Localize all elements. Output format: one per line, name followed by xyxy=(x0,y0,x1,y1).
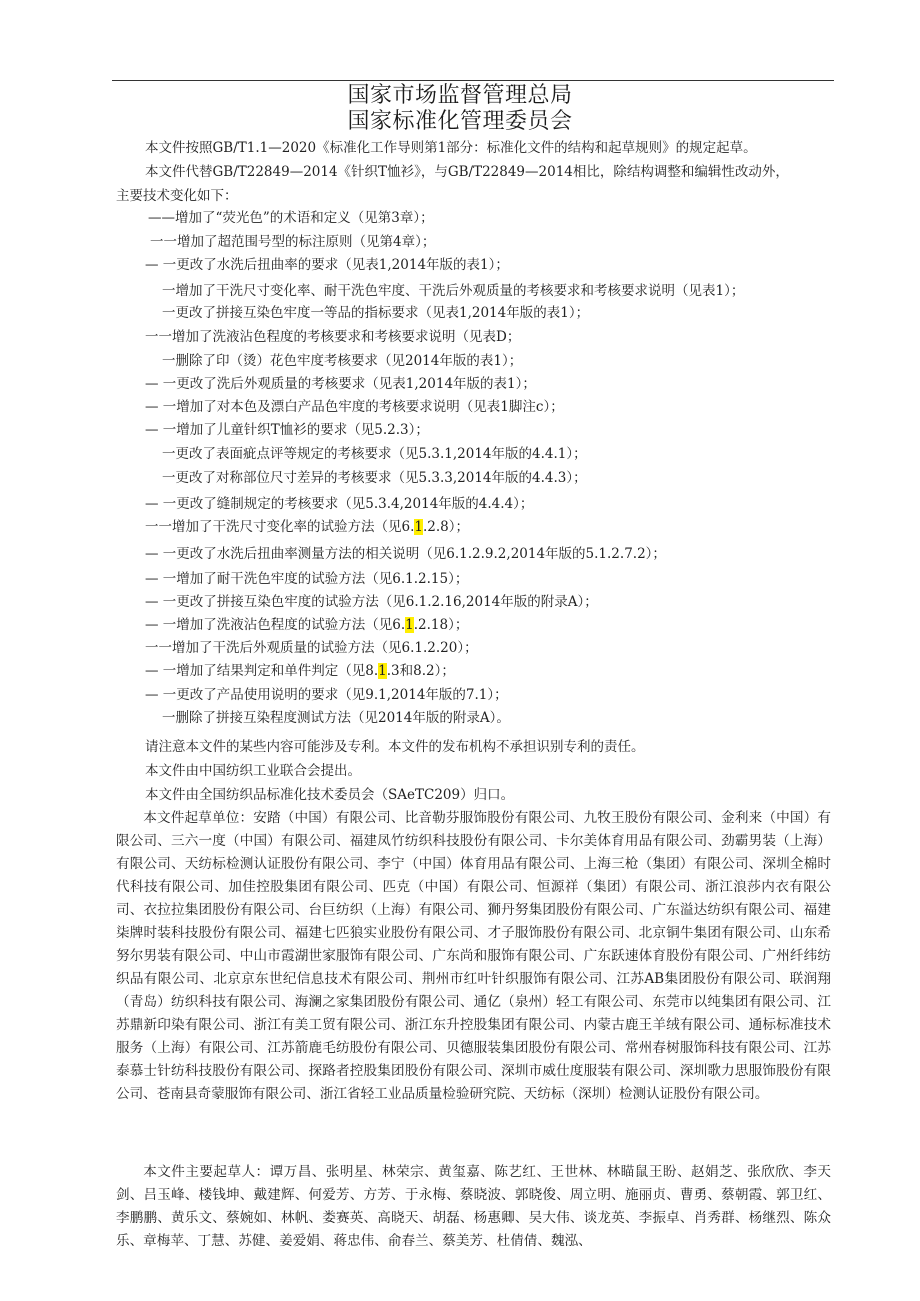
change-text: — 一增加了结果判定和单件判定（见8. xyxy=(145,663,379,679)
change-item: — 一更改了拼接互染色牢度的试验方法（见6.1.2.16,2014年版的附录A）； xyxy=(145,594,598,610)
change-item: 一一增加了干洗后外观质量的试验方法（见6.1.2.20）； xyxy=(145,640,478,656)
change-item xyxy=(145,616,468,634)
change-item xyxy=(145,518,469,536)
change-item: — 一更改了水洗后扭曲率的要求（见表1,2014年版的表1）； xyxy=(145,257,509,273)
intro-paragraph-1: 本文件按照GB/T1.1—2020《标准化工作导则第1部分：标准化文件的结构和起草规则》的规定起草。 xyxy=(145,140,757,156)
proposer-note: 本文件由中国纺织工业联合会提出。 xyxy=(145,763,361,779)
change-item: 一增加了干洗尺寸变化率、耐干洗色牢度、干洗后外观质量的考核要求和考核要求说明（见表1）； xyxy=(162,283,745,299)
change-item: 一删除了印（烫）花色牢度考核要求（见2014年版的表1）； xyxy=(162,353,523,369)
change-text: .2.8）； xyxy=(422,519,469,535)
issuer-title-line2: 国家标准化管理委员会 xyxy=(347,109,573,134)
change-item: 一更改了对称部位尺寸差异的考核要求（见5.3.3,2014年版的4.4.3）； xyxy=(162,470,587,486)
change-item: — 一增加了耐干洗色牢度的试验方法（见6.1.2.15）； xyxy=(145,571,469,587)
change-item: — 一更改了水洗后扭曲率测量方法的相关说明（见6.1.2.9.2,2014年版的5.1.2.7.2）； xyxy=(145,546,666,562)
change-item: ——增加了“荧光色”的术语和定义（见第3章）； xyxy=(148,210,434,226)
change-item: 一更改了表面疵点评等规定的考核要求（见5.3.1,2014年版的4.4.1）； xyxy=(162,446,587,462)
intro-paragraph-2-cont: 主要技术变化如下： xyxy=(116,188,238,204)
committee-note: 本文件由全国纺织品标准化技术委员会（SAeTC209）归口。 xyxy=(145,787,515,803)
highlight-mark: 1 xyxy=(414,519,423,535)
change-item: — 一更改了洗后外观质量的考核要求（见表1,2014年版的表1）； xyxy=(145,376,536,392)
change-item: — 一更改了缝制规定的考核要求（见5.3.4,2014年版的4.4.4）； xyxy=(145,496,534,512)
main-drafters: 本文件主要起草人：谭万昌、张明星、林荣宗、黄玺嘉、陈艺红、王世林、林瞄鼠王盼、赵娟芝、张欣欣、李天剑、吕玉峰、楼钱坤、戴建辉、何爱芳、方芳、于永梅、蔡晓波、郭晓俊、周立明、施丽贞、曹勇、蔡朝霞、郭卫红、李鹏鹏、黄乐文、蔡婉如、林帆、娄赛英、高晓天、胡磊、杨惠卿、吴大伟、谈龙英、李振卓、肖秀群、杨继烈、陈众乐、章梅苹、丁慧、苏健、姜爱娟、蒋忠伟、俞春兰、蔡美芳、杜倩倩、魏泓、 xyxy=(116,1164,831,1249)
change-item: — 一增加了儿童针织T恤衫的要求（见5.2.3）； xyxy=(145,422,429,438)
patent-note: 请注意本文件的某些内容可能涉及专利。本文件的发布机构不承担识别专利的责任。 xyxy=(145,739,645,755)
change-text: — 一增加了洗液沾色程度的试验方法（见6. xyxy=(145,617,406,633)
change-item: — 一增加了对本色及漂白产品色牢度的考核要求说明（见表1脚注c）； xyxy=(145,399,564,415)
change-text: .2.18）； xyxy=(413,617,469,633)
header-rule xyxy=(112,80,834,81)
change-text: .3和8.2）； xyxy=(386,663,455,679)
change-item: — 一更改了产品使用说明的要求（见9.1,2014年版的7.1）； xyxy=(145,687,508,703)
change-item: 一一增加了超范围号型的标注原则（见第4章）； xyxy=(150,234,436,250)
drafting-units: 本文件起草单位：安踏（中国）有限公司、比音勒芬服饰股份有限公司、九牧王股份有限公司、金利来（中国）有限公司、三六一度（中国）有限公司、福建凤竹纺织科技股份有限公司、卡尔美体育用品有限公司、劲霸男装（上海）有限公司、天纺标检测认证股份有限公司、李宁（中国）体育用品有限公司、上海三枪（集团）有限公司、深圳全棉时代科技有限公司、加佳控股集团有限公司、匹克（中国）有限公司、恒源祥（集团）有限公司、浙江浪莎内衣有限公司、衣拉拉集团股份有限公司、台巨纺织（上海）有限公司、狮丹努集团股份有限公司、广东溢达纺织有限公司、福建柒牌时装科技股份有限公司、福建七匹狼实业股份有限公司、才子服饰股份有限公司、北京铜牛集团有限公司、山东希努尔男装有限公司、中山市霞湖世家服饰有限公司、广东尚和服饰有限公司、广东跃速体育股份有限公司、广州纤纬纺织品有限公司、北京京东世纪信息技术有限公司、荆州市红叶针织服饰有限公司、江苏AB集团股份有限公司、联润翔（青岛）纺织科技有限公司、海澜之家集团股份有限公司、通亿（泉州）轻工有限公司、东莞市以纯集团有限公司、江苏鼎新印染有限公司、浙江有美工贸有限公司、浙江东升控股集团有限公司、内蒙古鹿王羊绒有限公司、通标标准技术服务（上海）有限公司、江苏箭鹿毛纺股份有限公司、贝德服装集团股份有限公司、常州春树服饰科技有限公司、江苏泰慕士针纺科技股份有限公司、探路者控股集团股份有限公司、深圳市威仕度服装有限公司、深圳歌力思服饰股份有限公司、苍南县奇蒙服饰有限公司、浙江省轻工业品质量检验研究院、天纺标（深圳）检测认证股份有限公司。 xyxy=(116,810,831,1102)
highlight-mark: 1 xyxy=(405,617,414,633)
issuer-title-line1: 国家市场监督管理总局 xyxy=(347,83,573,108)
highlight-mark: 1 xyxy=(378,663,387,679)
change-item: 一一增加了洗液沾色程度的考核要求和考核要求说明（见表D； xyxy=(145,329,521,345)
change-item: 一删除了拼接互染程度测试方法（见2014年版的附录A）。 xyxy=(162,710,510,726)
intro-paragraph-2: 本文件代替GB/T22849—2014《针织T恤衫》，与GB/T22849—2014相比，除结构调整和编辑性改动外， xyxy=(145,164,789,180)
change-item xyxy=(145,662,455,680)
change-text: 一一增加了干洗尺寸变化率的试验方法（见6. xyxy=(145,519,415,535)
change-item: 一更改了拼接互染色牢度一等品的指标要求（见表1,2014年版的表1）； xyxy=(162,305,590,321)
